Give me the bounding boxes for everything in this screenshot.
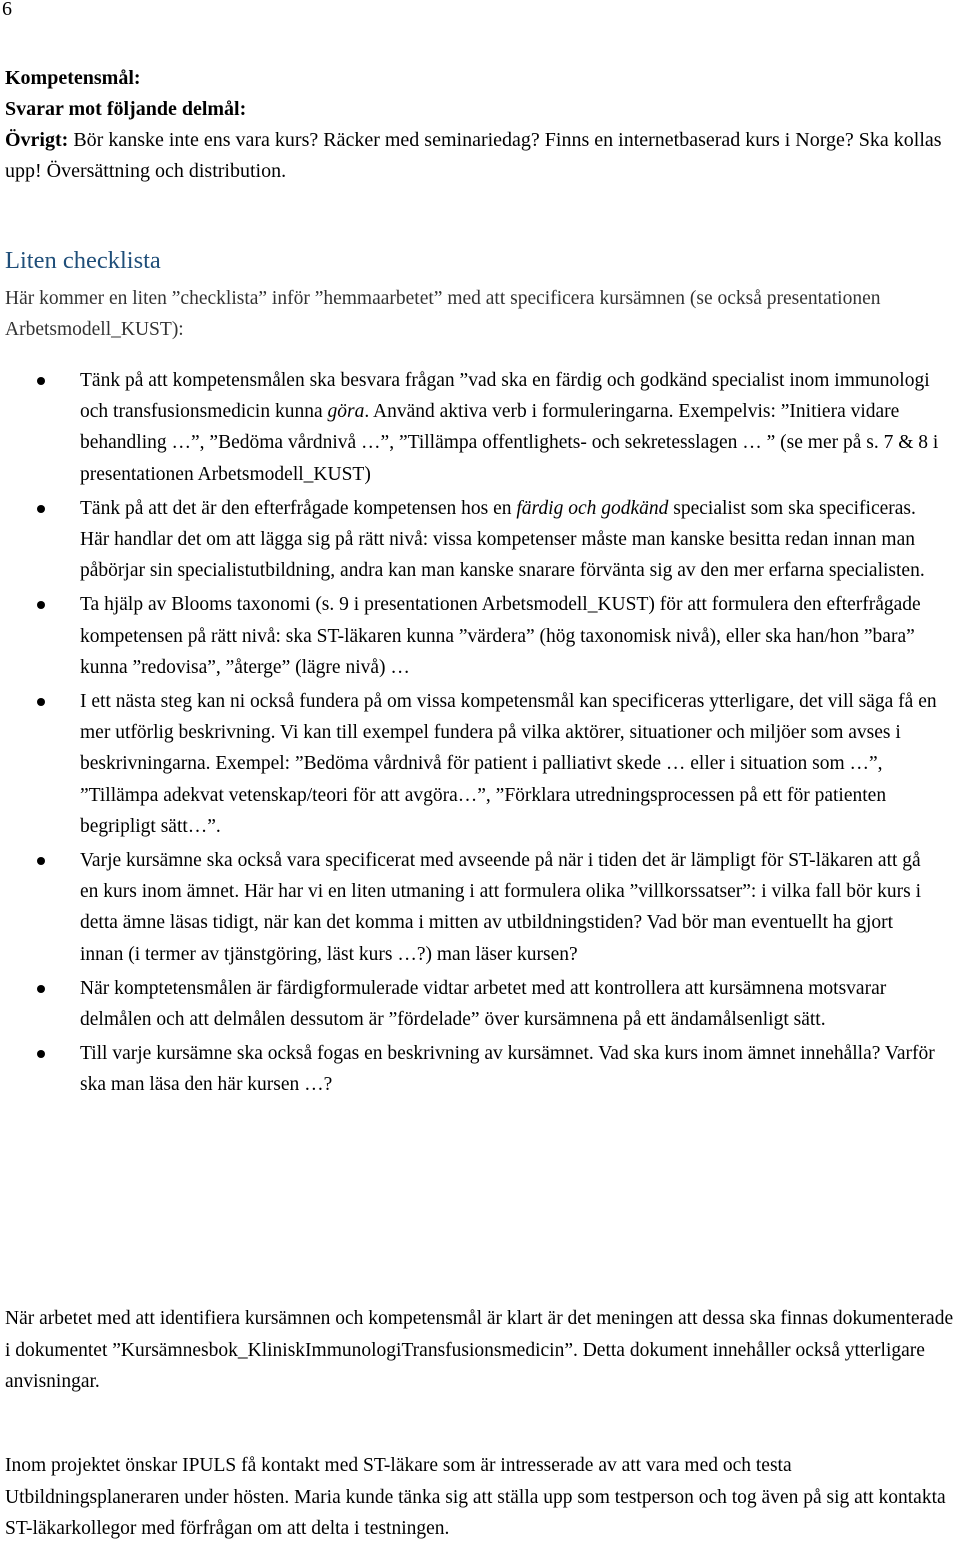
item-text: Tänk på att kompetensmålen ska besvara frågan ”vad ska en färdig och godkänd specialist inom immunologi och transfusionsmedicin kunna <box>80 370 930 423</box>
item-text: Varje kursämne ska också vara specificerat med avseende på när i tiden det är lämpligt för ST-läkaren att gå en kurs inom ämnet. Här har vi en liten utmaning i att formulera olika ”villkorssatser”: i vilka fall bör kurs i detta ämne läsas tidigt, när kan det komma i mitten av utbildningstiden? Vad bör man eventuellt ha gjort innan (i termer av tjänstgöring, läst kurs …?) man läser kursen? <box>80 850 921 965</box>
item-emphasis: färdig och godkänd <box>516 497 669 519</box>
page-number: 6 <box>2 0 12 20</box>
bullet-icon <box>37 1050 45 1058</box>
item-text: specialist som ska specificeras. Här handlar det om att lägga sig på rätt nivå: vissa kompetenser måste man kanske besitta redan innan man påbörjar sin specialistutbildning, andra kan man kanske snarare förvänta sig av den mer erfarna specialisten. <box>80 497 925 582</box>
checklist-item <box>0 365 960 490</box>
item-text: Till varje kursämne ska också fogas en beskrivning av kursämnet. Vad ska kurs inom ämnet innehålla? Varför ska man läsa den här kursen …? <box>80 1043 935 1096</box>
item-text: Ta hjälp av Blooms taxonomi (s. 9 i presentationen Arbetsmodell_KUST) för att formulera den efterfrågade kompetensen på rätt nivå: ska ST-läkaren kunna ”värdera” (hög taxonomisk nivå), eller ska han/hon ”bara” kunna ”redovisa”, ”återge” (lägre nivå) … <box>80 594 921 678</box>
closing-paragraph-testing: Inom projektet önskar IPULS få kontakt med ST-läkare som är intresserade av att vara med och testa Utbildningsplaneraren under hösten. Maria kunde tänka sig att ställa upp som testperson och tog även på sig att kontakta ST-läkarkollegor med förfrågan om att delta i testningen. <box>5 1455 946 1539</box>
checklist-item <box>0 973 960 1035</box>
checklist-item <box>0 589 960 683</box>
checklist-item <box>0 493 960 587</box>
bullet-icon <box>37 985 45 993</box>
sub-goals-label: Svarar mot följande delmål: <box>5 98 247 120</box>
item-text: Tänk på att det är den efterfrågade kompetensen hos en <box>80 497 517 519</box>
competence-goals-label: Kompetensmål: <box>5 67 141 89</box>
other-note <box>5 125 960 187</box>
header-block <box>5 63 960 187</box>
other-label: Övrigt: <box>5 129 69 151</box>
checklist-item <box>0 845 960 970</box>
closing-paragraph-documentation: När arbetet med att identifiera kursämnen och kompetensmål är klart är det meningen att dessa ska finnas dokumenterade i dokumentet ”Kursämnesbok_KliniskImmunologiTransfusionsmedicin”. Detta dokument innehåller också ytterligare anvisningar. <box>5 1308 954 1392</box>
other-text: Bör kanske inte ens vara kurs? Räcker med seminariedag? Finns en internetbaserad kurs i Norge? Ska kollas upp! Översättning och distribution. <box>5 129 942 182</box>
bullet-icon <box>37 377 45 385</box>
bullet-icon <box>37 601 45 609</box>
item-emphasis: göra <box>327 401 365 423</box>
checklist-item <box>0 686 960 842</box>
checklist <box>0 365 960 1104</box>
item-text: När komptetensmålen är färdigformulerade vidtar arbetet med att kontrollera att kursämnena motsvarar delmålen och att delmålen dessutom är ”fördelade” över kursämnena på ett ändamålsenligt sätt. <box>80 977 887 1031</box>
bullet-icon <box>37 698 45 706</box>
checklist-item <box>0 1038 960 1100</box>
item-text: I ett nästa steg kan ni också fundera på om vissa kompetensmål kan specificeras ytterligare, det vill säga få en mer utförlig beskrivning. Vi kan till exempel fundera på vilka aktörer, situationer och miljöer som avses i beskrivningarna. Exempel: ”Bedöma vårdnivå för patient i palliativt skede … eller i situation som …”, ”Tillämpa adekvat vetenskap/teori för att avgöra…”, ”Förklara utredningsprocessen på ett för patienten begripligt sätt…”. <box>80 691 937 837</box>
bullet-icon <box>37 857 45 865</box>
bullet-icon <box>37 505 45 513</box>
item-text: . Använd aktiva verb i formuleringarna. Exempelvis: ”Initiera vidare behandling …”, ”Bedöma vårdnivå …”, ”Tillämpa offentlighets- och sekretesslagen … ” (se mer på s. 7 & 8 i presentationen Arbetsmodell_KUST) <box>80 401 939 485</box>
section-heading: Liten checklista <box>5 247 161 274</box>
section-intro: Här kommer en liten ”checklista” inför ”hemmaarbetet” med att specificera kursämnen (se också presentationen Arbetsmodell_KUST): <box>5 288 881 340</box>
